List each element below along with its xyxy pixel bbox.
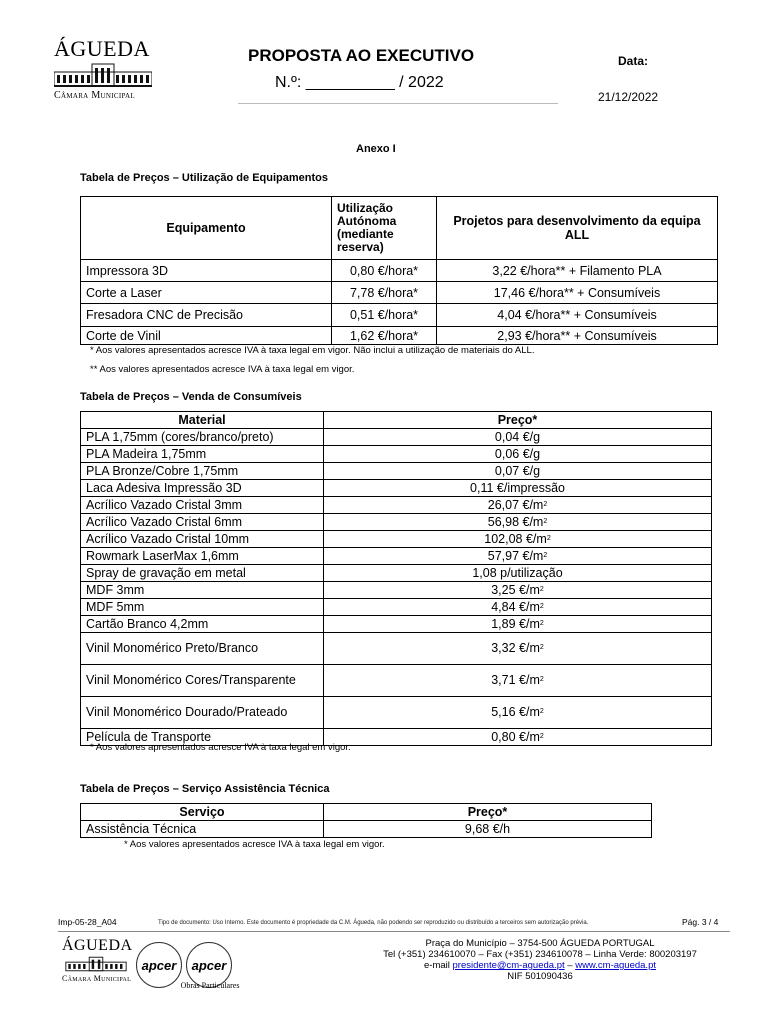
price-value: 4,84 €/m [491, 599, 540, 614]
nif: NIF 501090436 [507, 971, 573, 982]
date-value: 21/12/2022 [598, 90, 659, 104]
material-name: PLA Madeira 1,75mm [81, 446, 324, 463]
table-row [81, 582, 712, 599]
material-name: Spray de gravação em metal [81, 565, 324, 582]
material-price [324, 429, 712, 446]
material-price [324, 599, 712, 616]
table-row [81, 665, 712, 697]
equipment-note-1: * Aos valores apresentados acresce IVA à taxa legal em vigor. Não inclui a utilização de materiais do ALL. [90, 345, 535, 356]
equipment-name: Corte a Laser [81, 282, 332, 304]
equipment-name: Impressora 3D [81, 260, 332, 282]
col-price: Preço* [324, 412, 712, 429]
price-value: 1,89 €/m [491, 616, 540, 631]
material-name: Película de Transporte [81, 729, 324, 746]
squared-unit-marker: 2 [539, 585, 544, 593]
table-row [81, 599, 712, 616]
footer-divider [58, 931, 730, 932]
autonomous-price: 0,51 €/hora* [332, 304, 437, 327]
link-separator: – [567, 960, 573, 971]
material-name: Vinil Monomérico Preto/Branco [81, 633, 324, 665]
consumables-section-title: Tabela de Preços – Venda de Consumíveis [80, 391, 302, 403]
annex-title: Anexo I [356, 143, 396, 155]
material-price [324, 616, 712, 633]
price-value: 57,97 €/m [487, 548, 544, 563]
material-name: Cartão Branco 4,2mm [81, 616, 324, 633]
price-value: 5,16 €/m [491, 705, 540, 719]
service-table [80, 803, 652, 838]
material-price [324, 633, 712, 665]
material-name: Rowmark LaserMax 1,6mm [81, 548, 324, 565]
squared-unit-marker: 2 [543, 517, 548, 525]
material-price [324, 497, 712, 514]
material-name: PLA 1,75mm (cores/branco/preto) [81, 429, 324, 446]
logo-subtitle: Câmara Municipal [54, 90, 135, 101]
material-price [324, 729, 712, 746]
table-row [81, 548, 712, 565]
document-title: PROPOSTA AO EXECUTIVO [248, 46, 475, 65]
squared-unit-marker: 2 [539, 732, 544, 740]
price-value: 0,07 €/g [494, 463, 541, 478]
footer-address [340, 938, 740, 982]
price-value: 0,04 €/g [494, 429, 541, 444]
service-name: Assistência Técnica [81, 821, 324, 838]
squared-unit-marker: 2 [543, 500, 548, 508]
equipment-table [80, 196, 718, 345]
squared-unit-marker: 2 [539, 602, 544, 610]
equipment-section-title: Tabela de Preços – Utilização de Equipamentos [80, 172, 328, 184]
autonomous-price: 1,62 €/hora* [332, 327, 437, 345]
consumables-note: * Aos valores apresentados acresce IVA à taxa legal em vigor. [90, 742, 351, 753]
col-projects: Projetos para desenvolvimento da equipa ALL [437, 197, 718, 260]
service-section-title: Tabela de Preços – Serviço Assistência Técnica [80, 783, 330, 795]
material-price [324, 565, 712, 582]
page-number: Pág. 3 / 4 [682, 917, 719, 927]
table-row [81, 821, 652, 838]
table-row [81, 260, 718, 282]
price-value: 26,07 €/m [487, 497, 544, 512]
squared-unit-marker: 2 [539, 676, 544, 683]
material-name: Acrílico Vazado Cristal 6mm [81, 514, 324, 531]
autonomous-price: 7,78 €/hora* [332, 282, 437, 304]
material-name: Acrílico Vazado Cristal 3mm [81, 497, 324, 514]
material-price [324, 582, 712, 599]
table-row [81, 497, 712, 514]
material-name: MDF 5mm [81, 599, 324, 616]
contact-phones: Tel (+351) 234610070 – Fax (+351) 234610078 – Linha Verde: 800203197 [383, 949, 697, 960]
material-price [324, 531, 712, 548]
table-row [81, 531, 712, 548]
col-equipment: Equipamento [81, 197, 332, 260]
material-price [324, 463, 712, 480]
price-value: 56,98 €/m [487, 514, 544, 529]
table-row [81, 463, 712, 480]
material-name: Vinil Monomérico Dourado/Prateado [81, 697, 324, 729]
badge-caption: Obras Particulares [180, 981, 240, 990]
email-link[interactable]: presidente@cm-agueda.pt [452, 960, 565, 971]
city-hall-logo-icon [54, 62, 152, 88]
material-price [324, 446, 712, 463]
price-value: 3,25 €/m [491, 582, 540, 597]
price-value: 0,06 €/g [494, 446, 541, 461]
certification-badge-1 [136, 942, 182, 988]
logo-title: ÁGUEDA [54, 36, 150, 61]
equipment-name: Corte de Vinil [81, 327, 332, 345]
proposal-number: N.º: __________ / 2022 [275, 74, 444, 91]
date-label: Data: [618, 54, 649, 68]
price-value: 3,32 €/m [491, 641, 540, 655]
header-divider [238, 103, 558, 104]
squared-unit-marker: 2 [539, 619, 544, 627]
table-row [81, 446, 712, 463]
table-row [81, 327, 718, 345]
table-row [81, 697, 712, 729]
footer-city-hall-logo-icon [62, 956, 130, 972]
col-price: Preço* [324, 804, 652, 821]
service-note: * Aos valores apresentados acresce IVA à taxa legal em vigor. [124, 839, 385, 850]
price-value: 3,71 €/m [491, 673, 540, 687]
price-value: 0,11 €/impressão [470, 480, 565, 495]
table-row [81, 304, 718, 327]
badge-1-label: apcer [141, 957, 177, 973]
table-row [81, 565, 712, 582]
col-service: Serviço [81, 804, 324, 821]
footer-logo-title: ÁGUEDA [62, 937, 133, 954]
projects-price: 4,04 €/hora** + Consumíveis [437, 304, 718, 327]
footer-logo-subtitle: Câmara Municipal [62, 974, 132, 983]
price-value: 0,80 €/m [491, 729, 540, 744]
equipment-note-2: ** Aos valores apresentados acresce IVA à taxa legal em vigor. [90, 364, 355, 375]
contact-links [340, 960, 740, 971]
table-row [81, 616, 712, 633]
col-material: Material [81, 412, 324, 429]
squared-unit-marker: 2 [546, 534, 551, 542]
material-name: MDF 3mm [81, 582, 324, 599]
projects-price: 2,93 €/hora** + Consumíveis [437, 327, 718, 345]
service-price: 9,68 €/h [324, 821, 652, 838]
squared-unit-marker: 2 [539, 708, 544, 715]
material-price [324, 480, 712, 497]
doc-code: Imp-05-28_A04 [58, 917, 117, 927]
address-line: Praça do Município – 3754-500 ÁGUEDA PORTUGAL [425, 938, 655, 949]
material-price [324, 697, 712, 729]
table-row [81, 633, 712, 665]
material-name: Vinil Monomérico Cores/Transparente [81, 665, 324, 697]
autonomous-price: 0,80 €/hora* [332, 260, 437, 282]
squared-unit-marker: 2 [543, 551, 548, 559]
table-row [81, 514, 712, 531]
projects-price: 3,22 €/hora** + Filamento PLA [437, 260, 718, 282]
email-label: e-mail [424, 960, 450, 971]
material-name: PLA Bronze/Cobre 1,75mm [81, 463, 324, 480]
squared-unit-marker: 2 [539, 644, 544, 651]
material-price [324, 514, 712, 531]
doc-type-notice: Tipo de documento: Uso Interno. Este documento é propriedade da C.M. Águeda, não podendo ser reproduzido ou distribuído a terceiros sem autorização prévia. [158, 920, 589, 926]
col-autonomous-use: Utilização Autónoma (mediante reserva) [332, 197, 437, 260]
projects-price: 17,46 €/hora** + Consumíveis [437, 282, 718, 304]
website-link[interactable]: www.cm-agueda.pt [575, 960, 656, 971]
consumables-table [80, 411, 712, 746]
table-row [81, 480, 712, 497]
price-value: 1,08 p/utilização [472, 565, 563, 580]
equipment-name: Fresadora CNC de Precisão [81, 304, 332, 327]
badge-2-label: apcer [191, 957, 227, 973]
material-price [324, 548, 712, 565]
price-value: 102,08 €/m [484, 531, 547, 546]
material-price [324, 665, 712, 697]
table-row [81, 429, 712, 446]
material-name: Acrílico Vazado Cristal 10mm [81, 531, 324, 548]
material-name: Laca Adesiva Impressão 3D [81, 480, 324, 497]
table-row [81, 282, 718, 304]
